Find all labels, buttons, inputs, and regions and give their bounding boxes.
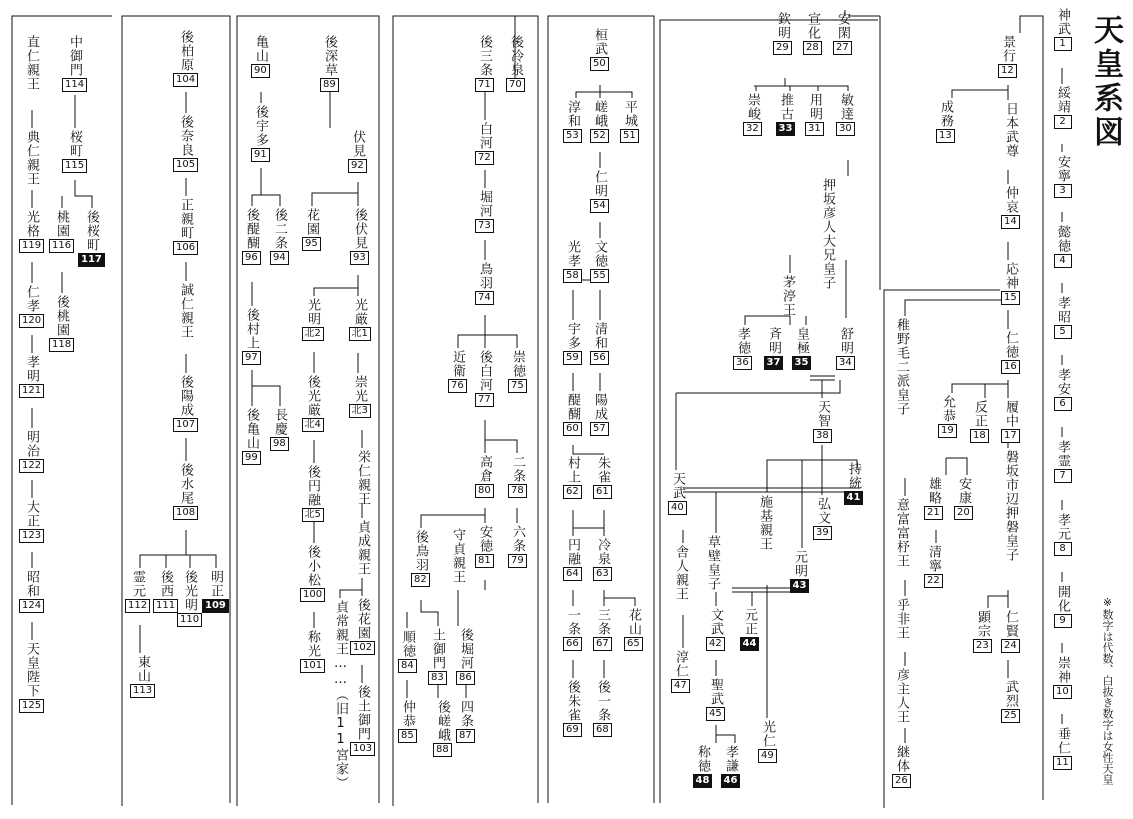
reign-number-shirakawa: 72 xyxy=(475,151,494,165)
emperor-name-koken: 孝謙 xyxy=(723,745,738,773)
emperor-name-yuryaku: 雄略 xyxy=(926,477,941,505)
reign-number-shoko: 101 xyxy=(300,659,325,673)
emperor-name-gosakuramachi: 後桜町 xyxy=(84,210,99,252)
emperor-name-toneri: 舎人親王 xyxy=(673,545,688,601)
reign-number-kogen: 8 xyxy=(1054,542,1072,556)
emperor-name-heizei: 平城 xyxy=(622,100,637,128)
emperor-name-shoko: 称光 xyxy=(305,630,320,658)
reign-number-saga: 52 xyxy=(590,129,609,143)
reign-number-toba: 74 xyxy=(475,291,494,305)
emperor-name-suiko: 推古 xyxy=(778,93,793,121)
reign-number-buretsu: 25 xyxy=(1001,709,1020,723)
emperor-name-antoku: 安徳 xyxy=(477,525,492,553)
emperor-name-kenzo: 顕宗 xyxy=(975,610,990,638)
emperor-name-suko: 崇光 xyxy=(352,375,367,403)
emperor-name-toba: 鳥羽 xyxy=(477,262,492,290)
emperor-name-meisho: 明正 xyxy=(208,570,223,598)
reign-number-kogyoku: 35 xyxy=(792,356,812,370)
emperor-name-jinmu: 神武 xyxy=(1055,8,1070,36)
emperor-name-sadatsune: 貞常親王……（旧11宮家） xyxy=(333,600,348,790)
emperor-name-meiji: 明治 xyxy=(24,430,39,458)
emperor-name-ankan: 安閑 xyxy=(835,12,850,40)
emperor-name-gohorikawa: 後堀河 xyxy=(458,628,473,670)
emperor-name-nijo: 二条 xyxy=(510,455,525,483)
reign-number-ogimachi: 106 xyxy=(173,241,198,255)
reign-number-ninken: 24 xyxy=(1001,639,1020,653)
reign-number-hanzei: 18 xyxy=(970,429,989,443)
emperor-name-buretsu: 武烈 xyxy=(1003,680,1018,708)
reign-number-gouda: 91 xyxy=(251,148,270,162)
emperor-name-yoshihito: 栄仁親王 xyxy=(355,450,370,506)
emperor-name-sujin: 崇神 xyxy=(1055,656,1070,684)
reign-number-horikawa: 73 xyxy=(475,219,494,233)
reign-number-gohorikawa: 86 xyxy=(456,671,475,685)
reign-number-ankan: 27 xyxy=(833,41,852,55)
emperor-name-jito: 持統 xyxy=(846,462,861,490)
emperor-name-reigen: 霊元 xyxy=(130,570,145,598)
reign-number-shotoku: 48 xyxy=(693,774,713,788)
emperor-name-suzaku: 朱雀 xyxy=(595,456,610,484)
emperor-name-komyo: 光明 xyxy=(305,298,320,326)
reign-number-nijo: 78 xyxy=(508,484,527,498)
reign-number-chukyo: 85 xyxy=(398,729,417,743)
reign-number-suzaku: 61 xyxy=(593,485,612,499)
emperor-name-ohi: 乎非王 xyxy=(894,598,909,640)
emperor-name-monmu: 文武 xyxy=(708,608,723,636)
emperor-name-taisho: 大正 xyxy=(24,500,39,528)
reign-number-gomizunoo: 108 xyxy=(173,506,198,520)
reign-number-kazan: 65 xyxy=(624,637,643,651)
reign-number-higashiyama: 113 xyxy=(130,684,155,698)
reign-number-gohanazono: 102 xyxy=(350,641,375,655)
reign-number-suko: 北3 xyxy=(349,404,371,418)
emperor-name-ingyo: 允恭 xyxy=(940,395,955,423)
emperor-name-murakami: 村上 xyxy=(565,456,580,484)
reign-number-sutoku: 75 xyxy=(508,379,527,393)
emperor-name-shiki: 施基親王 xyxy=(757,495,772,551)
reign-number-tenji: 38 xyxy=(813,429,832,443)
reign-number-seinei: 22 xyxy=(924,574,943,588)
emperor-name-gomurakami: 後村上 xyxy=(244,308,259,350)
reign-number-anko: 20 xyxy=(954,506,973,520)
emperor-name-gofukakusa: 後深草 xyxy=(322,35,337,77)
emperor-name-genmei: 元明 xyxy=(792,550,807,578)
reign-number-gosaga: 88 xyxy=(433,743,452,757)
reign-number-shijo: 87 xyxy=(456,729,475,743)
reign-number-kotoku: 36 xyxy=(733,356,752,370)
emperor-name-sutoku: 崇徳 xyxy=(510,350,525,378)
emperor-name-reizei: 冷泉 xyxy=(595,538,610,566)
reign-number-saimei: 37 xyxy=(764,356,784,370)
reign-number-ninmyo: 54 xyxy=(590,199,609,213)
reign-number-jomei: 34 xyxy=(836,356,855,370)
reign-number-kenzo: 23 xyxy=(973,639,992,653)
emperor-name-horikawa: 堀河 xyxy=(477,190,492,218)
emperor-name-montoku: 文徳 xyxy=(592,240,607,268)
emperor-name-kokaku: 光格 xyxy=(24,210,39,238)
emperor-name-enyu: 円融 xyxy=(565,538,580,566)
reign-number-goenyu: 北5 xyxy=(302,508,324,522)
reign-number-gomurakami: 97 xyxy=(242,351,261,365)
emperor-name-uda: 宇多 xyxy=(565,322,580,350)
reign-number-antoku: 81 xyxy=(475,554,494,568)
emperor-name-yamatotakeru: 日本武尊 xyxy=(1003,102,1018,158)
emperor-name-kinmei: 欽明 xyxy=(775,12,790,40)
reign-number-kobun: 39 xyxy=(813,526,832,540)
emperor-name-goreizei: 後冷泉 xyxy=(508,35,523,77)
reign-number-seimu: 13 xyxy=(936,129,955,143)
emperor-name-juntoku: 順徳 xyxy=(400,630,415,658)
reign-number-showa: 124 xyxy=(19,599,44,613)
emperor-name-senka: 宣化 xyxy=(805,12,820,40)
reign-number-junnin: 47 xyxy=(671,679,690,693)
reign-number-ojin: 15 xyxy=(1001,291,1020,305)
reign-number-goichijo: 68 xyxy=(593,723,612,737)
reign-number-sujin: 10 xyxy=(1053,685,1072,699)
emperor-name-rokujo: 六条 xyxy=(510,525,525,553)
reign-number-juntoku: 84 xyxy=(398,659,417,673)
reign-number-gokomyo: 110 xyxy=(177,613,202,627)
emperor-name-anko: 安康 xyxy=(956,477,971,505)
reign-number-gofukakusa: 89 xyxy=(320,78,339,92)
emperor-name-gokogon: 後光厳 xyxy=(305,375,320,417)
emperor-name-higashiyama: 東山 xyxy=(135,655,150,683)
emperor-name-bidatsu: 敏達 xyxy=(838,93,853,121)
reign-number-itoku: 4 xyxy=(1054,254,1072,268)
emperor-name-kaika: 開化 xyxy=(1055,585,1070,613)
reign-number-jito: 41 xyxy=(844,491,864,505)
emperor-name-sukehito: 典仁親王 xyxy=(24,130,39,186)
reign-number-meisho: 109 xyxy=(202,599,229,613)
reign-number-uda: 59 xyxy=(563,351,582,365)
emperor-name-chokei: 長慶 xyxy=(272,408,287,436)
reign-number-fushimi: 92 xyxy=(348,159,367,173)
emperor-name-shijo: 四条 xyxy=(458,700,473,728)
emperor-name-yozei: 陽成 xyxy=(592,393,607,421)
legend-note: ※数字は代数、白抜き数字は女性天皇 xyxy=(1101,596,1114,785)
reign-number-ninko: 120 xyxy=(19,314,44,328)
emperor-name-morisada: 守貞親王 xyxy=(450,528,465,584)
emperor-name-goyozei: 後陽成 xyxy=(178,375,193,417)
reign-number-gosai: 111 xyxy=(153,599,178,613)
reign-number-hanazono: 95 xyxy=(302,237,321,251)
reign-number-heizei: 51 xyxy=(620,129,639,143)
emperor-name-gofushimi: 後伏見 xyxy=(352,208,367,250)
reign-number-koko: 58 xyxy=(563,269,582,283)
emperor-name-goshirakawa: 後白河 xyxy=(477,350,492,392)
emperor-name-kusakabe: 草壁皇子 xyxy=(705,535,720,591)
reign-number-korei: 7 xyxy=(1054,469,1072,483)
reign-number-nakamikado: 114 xyxy=(62,78,87,92)
reign-number-koan: 6 xyxy=(1054,397,1072,411)
emperor-name-koko: 光孝 xyxy=(565,240,580,268)
reign-number-gotsuchimikado: 103 xyxy=(350,742,375,756)
reign-number-chuai: 14 xyxy=(1001,215,1020,229)
emperor-name-sanjo: 三条 xyxy=(595,608,610,636)
emperor-name-ohodo: 意富富杼王 xyxy=(894,498,909,568)
reign-number-godaigo: 96 xyxy=(242,251,261,265)
reign-number-genmei: 43 xyxy=(790,579,810,593)
reign-number-yomei: 31 xyxy=(805,122,824,136)
emperor-name-goenyu: 後円融 xyxy=(305,465,320,507)
emperor-name-masahito: 誠仁親王 xyxy=(178,283,193,339)
reign-number-ichijo: 66 xyxy=(563,637,582,651)
reign-number-reizei: 63 xyxy=(593,567,612,581)
reign-number-komyo: 北2 xyxy=(302,327,324,341)
emperor-name-keiko: 景行 xyxy=(1000,35,1015,63)
reign-number-reigen: 112 xyxy=(125,599,150,613)
emperor-name-jomei: 舒明 xyxy=(838,327,853,355)
emperor-name-sakuramachi: 桜町 xyxy=(67,130,82,158)
emperor-name-oshisaka: 押坂彦人大兄皇子 xyxy=(820,178,835,290)
reign-number-heika: 125 xyxy=(19,699,44,713)
reign-number-gomomozono: 118 xyxy=(49,338,74,352)
emperor-name-hanazono: 花園 xyxy=(304,208,319,236)
reign-number-enyu: 64 xyxy=(563,567,582,581)
page-title: 天皇系図 xyxy=(1088,14,1123,150)
reign-number-chokei: 98 xyxy=(270,437,289,451)
emperor-name-tenmu: 天武 xyxy=(670,472,685,500)
emperor-name-komei: 孝明 xyxy=(24,355,39,383)
reign-number-annei: 3 xyxy=(1054,184,1072,198)
emperor-name-junnin: 淳仁 xyxy=(673,650,688,678)
emperor-name-suinin: 垂仁 xyxy=(1055,727,1070,755)
reign-number-suizei: 2 xyxy=(1054,115,1072,129)
emperor-name-gokameyama: 後亀山 xyxy=(244,408,259,450)
reign-number-koken: 46 xyxy=(721,774,741,788)
emperor-name-saimei: 斉明 xyxy=(766,327,781,355)
reign-number-kaika: 9 xyxy=(1054,614,1072,628)
reign-number-kinmei: 29 xyxy=(773,41,792,55)
emperor-name-annei: 安寧 xyxy=(1055,155,1070,183)
emperor-name-ojin: 応神 xyxy=(1003,262,1018,290)
emperor-name-gonara: 後奈良 xyxy=(178,115,193,157)
emperor-name-korei: 孝霊 xyxy=(1055,440,1070,468)
reign-number-bidatsu: 30 xyxy=(836,122,855,136)
emperor-name-chuai: 仲哀 xyxy=(1003,186,1018,214)
reign-number-sushun: 32 xyxy=(743,122,762,136)
emperor-name-nakamikado: 中御門 xyxy=(67,35,82,77)
emperor-name-daigo: 醍醐 xyxy=(565,393,580,421)
emperor-name-fushimi: 伏見 xyxy=(350,130,365,158)
reign-number-kanmu: 50 xyxy=(590,57,609,71)
reign-number-komei: 121 xyxy=(19,384,44,398)
reign-number-nintoku: 16 xyxy=(1001,360,1020,374)
emperor-name-chukyo: 仲恭 xyxy=(400,700,415,728)
reign-number-keiko: 12 xyxy=(998,64,1017,78)
emperor-name-itoku: 懿徳 xyxy=(1055,225,1070,253)
emperor-name-shirakawa: 白河 xyxy=(477,122,492,150)
emperor-name-kazan: 花山 xyxy=(626,608,641,636)
emperor-name-sadafusa: 貞成親王 xyxy=(355,520,370,576)
emperor-name-koan: 孝安 xyxy=(1055,368,1070,396)
emperor-name-gotoba: 後鳥羽 xyxy=(413,530,428,572)
emperor-name-gosuzaku: 後朱雀 xyxy=(565,680,580,722)
reign-number-goyozei: 107 xyxy=(173,418,198,432)
emperor-name-wakanuke: 稚野毛二派皇子 xyxy=(894,318,909,416)
emperor-name-gokomatsu: 後小松 xyxy=(305,545,320,587)
emperor-name-ogimachi: 正親町 xyxy=(178,198,193,240)
emperor-name-suizei: 綏靖 xyxy=(1055,86,1070,114)
reign-number-kogon: 北1 xyxy=(349,327,371,341)
emperor-name-takakura: 高倉 xyxy=(477,455,492,483)
reign-number-konin: 49 xyxy=(758,749,777,763)
emperor-name-gokomyo: 後光明 xyxy=(182,570,197,612)
reign-number-yozei: 57 xyxy=(590,422,609,436)
reign-number-gosanjo: 71 xyxy=(475,78,494,92)
emperor-name-momozono: 桃園 xyxy=(54,210,69,238)
reign-number-richu: 17 xyxy=(1001,429,1020,443)
reign-number-gensho: 44 xyxy=(740,637,760,651)
reign-number-gokogon: 北4 xyxy=(302,418,324,432)
reign-number-sakuramachi: 115 xyxy=(62,159,87,173)
reign-number-yuryaku: 21 xyxy=(924,506,943,520)
emperor-name-ichinobe: 磐坂市辺押磐皇子 xyxy=(1003,450,1018,562)
emperor-name-showa: 昭和 xyxy=(24,570,39,598)
reign-number-sanjo: 67 xyxy=(593,637,612,651)
emperor-name-gomomozono: 後桃園 xyxy=(54,295,69,337)
reign-number-rokujo: 79 xyxy=(508,554,527,568)
emperor-name-hanzei: 反正 xyxy=(972,400,987,428)
emperor-name-hikoushi: 彦主人王 xyxy=(894,668,909,724)
emperor-name-sushun: 崇峻 xyxy=(745,93,760,121)
emperor-name-gosai: 後西 xyxy=(158,570,173,598)
emperor-name-yomei: 用明 xyxy=(807,93,822,121)
reign-number-gokameyama: 99 xyxy=(242,451,261,465)
emperor-name-saga: 嵯峨 xyxy=(592,100,607,128)
emperor-name-goichijo: 後一条 xyxy=(595,680,610,722)
reign-number-senka: 28 xyxy=(803,41,822,55)
reign-number-suinin: 11 xyxy=(1053,756,1072,770)
reign-number-tsuchimikado: 83 xyxy=(428,671,447,685)
reign-number-gosakuramachi: 117 xyxy=(78,253,105,267)
reign-number-momozono: 116 xyxy=(49,239,74,253)
reign-number-goreizei: 70 xyxy=(506,78,525,92)
reign-number-goshirakawa: 77 xyxy=(475,393,494,407)
reign-number-kokaku: 119 xyxy=(19,239,44,253)
emperor-name-gohanazono: 後花園 xyxy=(355,598,370,640)
reign-number-keitai: 26 xyxy=(892,774,911,788)
emperor-name-ichijo: 一条 xyxy=(565,608,580,636)
emperor-name-konin: 光仁 xyxy=(760,720,775,748)
emperor-name-naohito: 直仁親王 xyxy=(24,35,39,91)
emperor-name-kotoku: 孝徳 xyxy=(735,327,750,355)
emperor-name-gensho: 元正 xyxy=(742,608,757,636)
emperor-name-kameyama: 亀山 xyxy=(253,35,268,63)
reign-number-meiji: 122 xyxy=(19,459,44,473)
reign-number-konoe: 76 xyxy=(448,379,467,393)
reign-number-taisho: 123 xyxy=(19,529,44,543)
reign-number-seiwa: 56 xyxy=(590,351,609,365)
emperor-name-gouda: 後宇多 xyxy=(253,105,268,147)
emperor-name-shotoku: 称徳 xyxy=(695,745,710,773)
emperor-name-chinu: 茅渟王 xyxy=(780,275,795,317)
reign-number-tenmu: 40 xyxy=(668,501,687,515)
reign-number-ingyo: 19 xyxy=(938,424,957,438)
emperor-name-konoe: 近衛 xyxy=(450,350,465,378)
reign-number-takakura: 80 xyxy=(475,484,494,498)
emperor-name-seinei: 清寧 xyxy=(926,545,941,573)
reign-number-kameyama: 90 xyxy=(251,64,270,78)
emperor-name-kogon: 光厳 xyxy=(352,298,367,326)
reign-number-junna: 53 xyxy=(563,129,582,143)
emperor-name-heika: 天皇陛下 xyxy=(24,642,39,698)
emperor-name-kogyoku: 皇極 xyxy=(794,327,809,355)
reign-number-gonijo: 94 xyxy=(270,251,289,265)
emperor-name-richu: 履中 xyxy=(1003,400,1018,428)
reign-number-jinmu: 1 xyxy=(1054,37,1072,51)
emperor-name-junna: 淳和 xyxy=(565,100,580,128)
emperor-name-shomu: 聖武 xyxy=(708,678,723,706)
emperor-name-seimu: 成務 xyxy=(938,100,953,128)
emperor-name-kanmu: 桓武 xyxy=(592,28,607,56)
reign-number-daigo: 60 xyxy=(563,422,582,436)
emperor-name-seiwa: 清和 xyxy=(592,322,607,350)
emperor-name-ninken: 仁賢 xyxy=(1003,610,1018,638)
reign-number-gonara: 105 xyxy=(173,158,198,172)
emperor-name-tsuchimikado: 土御門 xyxy=(430,628,445,670)
reign-number-gosuzaku: 69 xyxy=(563,723,582,737)
emperor-name-gonijo: 後二条 xyxy=(272,208,287,250)
emperor-name-tenji: 天智 xyxy=(815,400,830,428)
emperor-name-kogen: 孝元 xyxy=(1055,513,1070,541)
emperor-name-ninko: 仁孝 xyxy=(24,285,39,313)
reign-number-gotoba: 82 xyxy=(411,573,430,587)
emperor-name-kobun: 弘文 xyxy=(815,497,830,525)
emperor-name-kosho: 孝昭 xyxy=(1055,296,1070,324)
reign-number-gokomatsu: 100 xyxy=(300,588,325,602)
reign-number-kosho: 5 xyxy=(1054,325,1072,339)
emperor-name-godaigo: 後醍醐 xyxy=(244,208,259,250)
emperor-name-ninmyo: 仁明 xyxy=(592,170,607,198)
emperor-name-gomizunoo: 後水尾 xyxy=(178,463,193,505)
reign-number-monmu: 42 xyxy=(706,637,725,651)
emperor-name-keitai: 継体 xyxy=(894,745,909,773)
reign-number-gokashiwabara: 104 xyxy=(173,73,198,87)
emperor-name-nintoku: 仁徳 xyxy=(1003,331,1018,359)
emperor-name-gokashiwabara: 後柏原 xyxy=(178,30,193,72)
reign-number-gofushimi: 93 xyxy=(350,251,369,265)
reign-number-suiko: 33 xyxy=(776,122,796,136)
emperor-name-gosaga: 後嵯峨 xyxy=(435,700,450,742)
reign-number-shomu: 45 xyxy=(706,707,725,721)
reign-number-murakami: 62 xyxy=(563,485,582,499)
reign-number-montoku: 55 xyxy=(590,269,609,283)
emperor-name-gotsuchimikado: 後土御門 xyxy=(355,685,370,741)
emperor-name-gosanjo: 後三条 xyxy=(477,35,492,77)
